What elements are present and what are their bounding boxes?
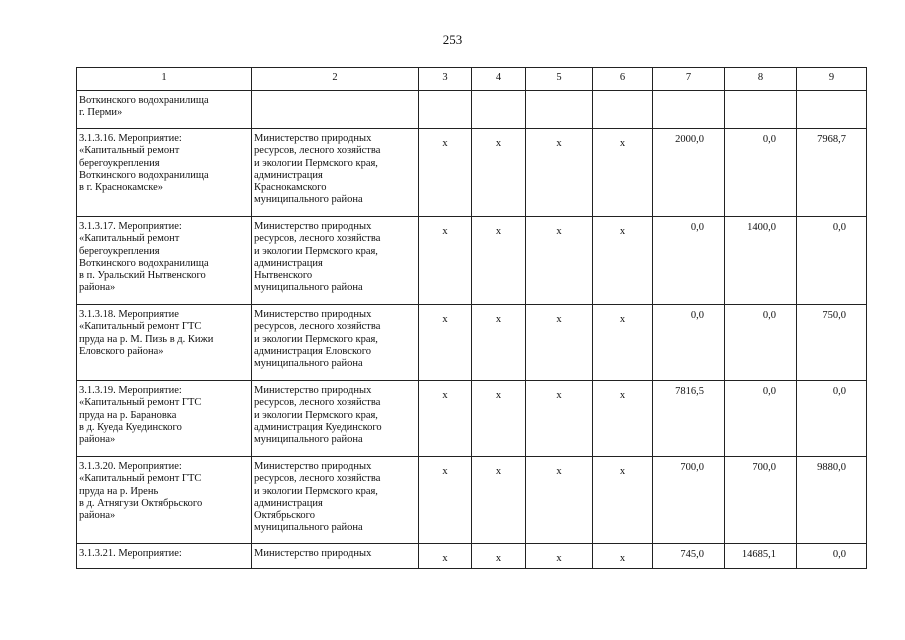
cell-line: Министерство природных: [254, 221, 372, 232]
page-number: 253: [442, 32, 463, 47]
measure-cell: [77, 129, 252, 217]
mark-cell-5: х: [526, 544, 593, 569]
column-header-3: 3: [419, 68, 472, 91]
measure-cell: [77, 217, 252, 305]
mark-cell-4: х: [472, 217, 526, 305]
amount-cell-9: 0,0: [797, 217, 867, 305]
cell-line: администрация: [254, 497, 323, 509]
mark-cell-6: [593, 91, 653, 129]
cell-line: 3.1.3.16. Мероприятие:: [79, 133, 182, 144]
table-row: [77, 457, 867, 544]
column-header-1: 1: [77, 68, 252, 91]
mark-cell-5: х: [526, 129, 593, 217]
mark-cell-6: х: [593, 381, 653, 457]
mark-cell-3: х: [419, 457, 472, 544]
cell-line: Воткинского водохранилища: [79, 257, 209, 269]
amount-cell-9: 7968,7: [797, 129, 867, 217]
cell-line: и экологии Пермского края,: [254, 333, 378, 345]
responsible-cell: [252, 217, 419, 305]
cell-line: администрация: [254, 169, 323, 181]
cell-line: «Капитальный ремонт ГТС: [79, 397, 202, 409]
mark-cell-4: х: [472, 457, 526, 544]
amount-cell-9: [797, 91, 867, 129]
amount-cell-8: 14685,1: [725, 544, 797, 569]
cell-line: администрация Еловского: [254, 345, 372, 357]
amount-cell-7: [653, 91, 725, 129]
cell-line: Воткинского водохранилища: [79, 169, 209, 181]
amount-cell-8: 0,0: [725, 129, 797, 217]
cell-line: берегоукрепления: [79, 245, 160, 257]
cell-line: муниципального района: [254, 358, 363, 370]
column-header-5: 5: [526, 68, 593, 91]
cell-line: района»: [79, 434, 116, 446]
mark-cell-3: х: [419, 129, 472, 217]
measure-cell: [77, 381, 252, 457]
cell-line: ресурсов, лесного хозяйства: [254, 473, 381, 485]
cell-line: ресурсов, лесного хозяйства: [254, 145, 381, 157]
amount-cell-7: 745,0: [653, 544, 725, 569]
mark-cell-3: х: [419, 544, 472, 569]
cell-line: муниципального района: [254, 194, 363, 206]
cell-line: Октябрьского: [254, 510, 315, 522]
cell-line: в п. Уральский Нытвенского: [79, 270, 206, 282]
mark-cell-6: х: [593, 217, 653, 305]
cell-line: 3.1.3.21. Мероприятие:: [79, 548, 182, 559]
cell-line: ресурсов, лесного хозяйства: [254, 233, 381, 245]
table-row: [77, 129, 867, 217]
cell-line: района»: [79, 282, 116, 294]
amount-cell-8: 700,0: [725, 457, 797, 544]
measure-cell: [77, 457, 252, 544]
mark-cell-3: [419, 91, 472, 129]
table-header-row: [77, 68, 867, 91]
responsible-cell: [252, 129, 419, 217]
cell-line: ресурсов, лесного хозяйства: [254, 321, 381, 333]
mark-cell-5: х: [526, 305, 593, 381]
mark-cell-3: х: [419, 381, 472, 457]
column-header-8: 8: [725, 68, 797, 91]
mark-cell-4: х: [472, 381, 526, 457]
mark-cell-4: х: [472, 544, 526, 569]
cell-line: 3.1.3.20. Мероприятие:: [79, 461, 182, 472]
cell-line: г. Перми»: [79, 107, 123, 119]
cell-line: муниципального района: [254, 434, 363, 446]
responsible-cell: [252, 457, 419, 544]
amount-cell-9: 9880,0: [797, 457, 867, 544]
mark-cell-6: х: [593, 544, 653, 569]
amount-cell-8: [725, 91, 797, 129]
cell-line: пруда на р. М. Пизь в д. Кижи: [79, 333, 214, 345]
mark-cell-6: х: [593, 129, 653, 217]
responsible-cell: [252, 544, 419, 569]
cell-line: и экологии Пермского края,: [254, 409, 378, 421]
cell-line: муниципального района: [254, 282, 363, 294]
table-row: [77, 381, 867, 457]
cell-line: пруда на р. Ирень: [79, 485, 159, 497]
measure-cell: [77, 305, 252, 381]
amount-cell-7: 0,0: [653, 305, 725, 381]
data-table: [76, 67, 867, 569]
amount-cell-9: 0,0: [797, 544, 867, 569]
cell-line: Краснокамского: [254, 182, 327, 194]
amount-cell-7: 700,0: [653, 457, 725, 544]
cell-line: в д. Куеда Куединского: [79, 421, 182, 433]
cell-line: администрация Куединского: [254, 421, 382, 433]
mark-cell-4: х: [472, 305, 526, 381]
mark-cell-5: х: [526, 217, 593, 305]
amount-cell-7: 2000,0: [653, 129, 725, 217]
responsible-cell: [252, 305, 419, 381]
cell-line: в г. Краснокамске»: [79, 182, 164, 194]
cell-line: берегоукрепления: [79, 157, 160, 169]
cell-line: 3.1.3.19. Мероприятие:: [79, 385, 182, 396]
measure-cell: [77, 544, 252, 569]
mark-cell-5: х: [526, 381, 593, 457]
column-header-2: 2: [252, 68, 419, 91]
amount-cell-7: 7816,5: [653, 381, 725, 457]
mark-cell-5: [526, 91, 593, 129]
cell-line: Нытвенского: [254, 270, 313, 282]
cell-line: Министерство природных: [254, 309, 372, 320]
cell-line: Еловского района»: [79, 345, 164, 357]
cell-line: «Капитальный ремонт ГТС: [79, 473, 202, 485]
mark-cell-4: [472, 91, 526, 129]
cell-line: района»: [79, 510, 116, 522]
cell-line: администрация: [254, 257, 323, 269]
cell-line: пруда на р. Барановка: [79, 409, 177, 421]
cell-line: и экологии Пермского края,: [254, 245, 378, 257]
amount-cell-9: 0,0: [797, 381, 867, 457]
cell-line: «Капитальный ремонт ГТС: [79, 321, 202, 333]
amount-cell-7: 0,0: [653, 217, 725, 305]
column-header-6: 6: [593, 68, 653, 91]
table-row: [77, 217, 867, 305]
amount-cell-8: 0,0: [725, 381, 797, 457]
column-header-7: 7: [653, 68, 725, 91]
mark-cell-6: х: [593, 305, 653, 381]
mark-cell-3: х: [419, 305, 472, 381]
cell-line: 3.1.3.18. Мероприятие: [79, 309, 179, 320]
cell-line: Министерство природных: [254, 385, 372, 396]
amount-cell-9: 750,0: [797, 305, 867, 381]
table-row: [77, 91, 867, 129]
mark-cell-6: х: [593, 457, 653, 544]
cell-line: и экологии Пермского края,: [254, 485, 378, 497]
mark-cell-4: х: [472, 129, 526, 217]
cell-line: «Капитальный ремонт: [79, 145, 180, 157]
responsible-cell: [252, 91, 419, 129]
cell-line: 3.1.3.17. Мероприятие:: [79, 221, 182, 232]
cell-line: Воткинского водохранилища: [79, 95, 209, 106]
cell-line: «Капитальный ремонт: [79, 233, 180, 245]
mark-cell-3: х: [419, 217, 472, 305]
amount-cell-8: 0,0: [725, 305, 797, 381]
cell-line: в д. Атнягузи Октябрьского: [79, 497, 203, 509]
table-row: [77, 305, 867, 381]
amount-cell-8: 1400,0: [725, 217, 797, 305]
cell-line: ресурсов, лесного хозяйства: [254, 397, 381, 409]
cell-line: Министерство природных: [254, 548, 372, 559]
cell-line: Министерство природных: [254, 461, 372, 472]
mark-cell-5: х: [526, 457, 593, 544]
cell-line: муниципального района: [254, 522, 363, 534]
column-header-4: 4: [472, 68, 526, 91]
cell-line: Министерство природных: [254, 133, 372, 144]
cell-line: и экологии Пермского края,: [254, 157, 378, 169]
table-row: [77, 544, 867, 569]
column-header-9: 9: [797, 68, 867, 91]
measure-cell: [77, 91, 252, 129]
responsible-cell: [252, 381, 419, 457]
table-body: [77, 68, 867, 569]
